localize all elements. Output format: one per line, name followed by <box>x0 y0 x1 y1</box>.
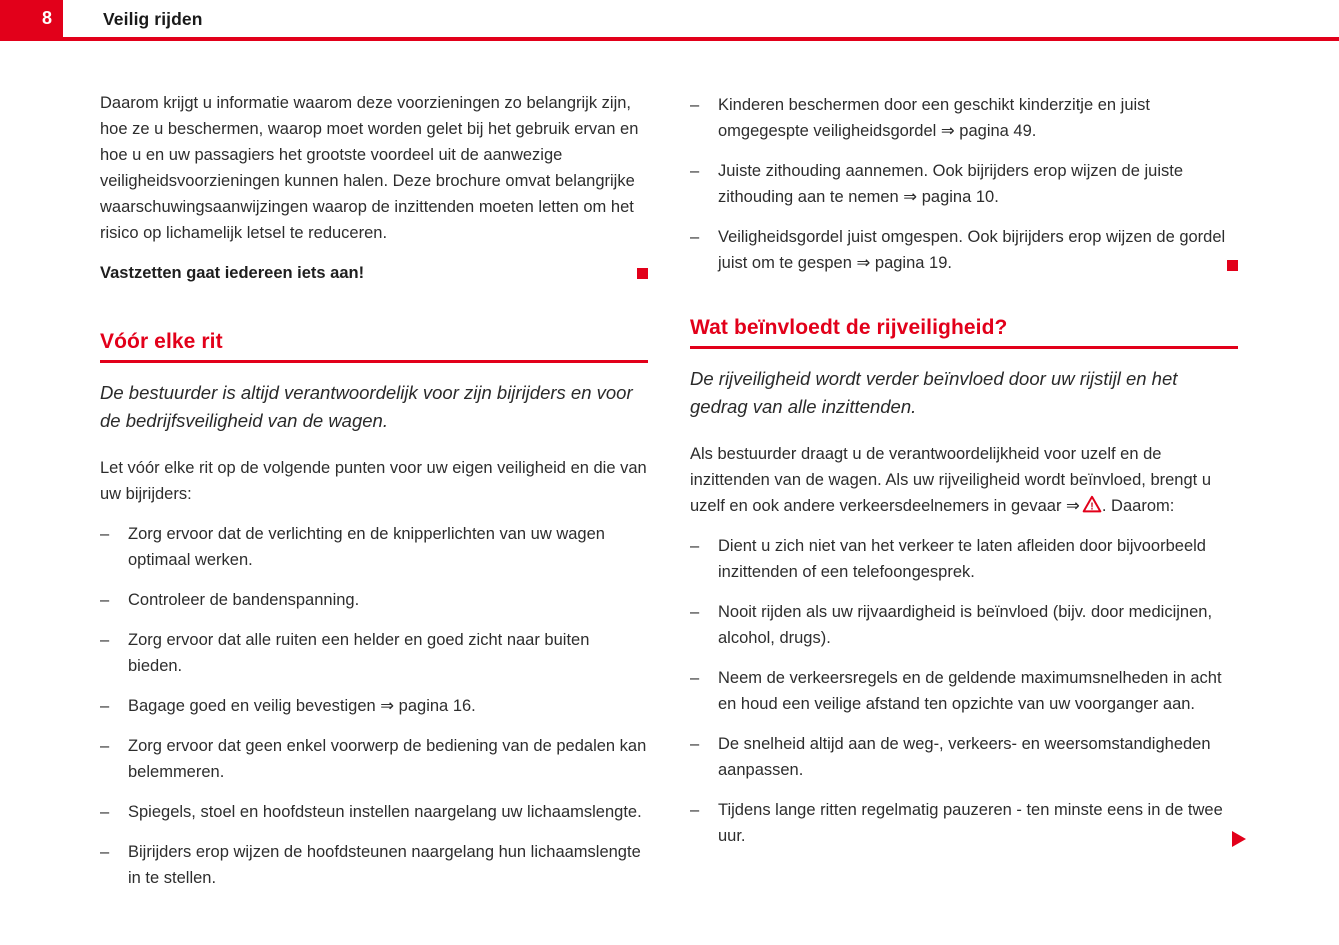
list-item-text: Juiste zithouding aannemen. Ook bijrijders erop wijzen de juiste zithouding aan te nemen ⇒ pagina 10. <box>718 162 1184 206</box>
list-item-text: Bagage goed en veilig bevestigen ⇒ pagina 16. <box>128 697 476 715</box>
dash-marker: – <box>690 228 700 246</box>
list-item-text: Neem de verkeersregels en de geldende maximumsnelheden in acht en houd een veilige afstand ten opzichte van uw voorganger aan. <box>718 669 1222 713</box>
list-item-text: Zorg ervoor dat geen enkel voorwerp de bediening van de pedalen kan belemmeren. <box>128 737 647 781</box>
list-item-text: Dient u zich niet van het verkeer te laten afleiden door bijvoorbeeld inzittenden of een telefoongesprek. <box>718 537 1206 581</box>
dash-marker: – <box>690 735 700 753</box>
dash-marker: – <box>690 96 700 114</box>
list-item <box>690 224 1238 276</box>
dash-marker: – <box>690 603 700 621</box>
section-before-every-trip <box>100 330 648 891</box>
list-item <box>690 797 1238 849</box>
section-end-marker <box>1227 260 1238 271</box>
list-intro-paragraph: Let vóór elke rit op de volgende punten voor uw eigen veiligheid en die van uw bijrijders: <box>100 459 647 503</box>
list-item <box>690 92 1238 144</box>
intro-paragraph: Daarom krijgt u informatie waarom deze voorzieningen zo belangrijk zijn, hoe ze u beschermen, waarop moet worden gelet bij het gebruik ervan en hoe u en uw passagiers het grootste voordeel uit de aanwezige veiligheidsvoorzieningen kunnen halen. Deze brochure omvat belangrijke waarschuwingsaanwijzingen waarop de inzittenden moeten letten om het risico op lichamelijk letsel te reduceren. <box>100 94 639 242</box>
dash-marker: – <box>100 737 110 755</box>
list-item-text: Spiegels, stoel en hoofdsteun instellen naargelang uw lichaamslengte. <box>128 803 642 821</box>
dash-marker: – <box>100 697 110 715</box>
heading-rule <box>100 360 648 363</box>
page-continuation-arrow-icon <box>1232 831 1246 847</box>
checklist <box>100 521 648 891</box>
list-item-text: De snelheid altijd aan de weg-, verkeers- en weersomstandigheden aanpassen. <box>718 735 1211 779</box>
list-item <box>690 665 1238 717</box>
list-item <box>100 799 648 825</box>
lead-paragraph: De bestuurder is altijd verantwoordelijk voor zijn bijrijders en voor de bedrijfsveiligheid van de wagen. <box>100 382 633 431</box>
list-item-text: Bijrijders erop wijzen de hoofdsteunen naargelang hun lichaamslengte in te stellen. <box>128 843 641 887</box>
list-item-text: Veiligheidsgordel juist omgespen. Ook bijrijders erop wijzen de gordel juist om te gespen ⇒ pagina 19. <box>718 228 1226 272</box>
list-item-text: Nooit rijden als uw rijvaardigheid is beïnvloed (bijv. door medicijnen, alcohol, drugs). <box>718 603 1213 647</box>
list-item-text: Controleer de bandenspanning. <box>128 591 360 609</box>
svg-text:!: ! <box>1090 501 1094 513</box>
list-item <box>100 733 648 785</box>
safety-rules-list <box>690 533 1238 849</box>
body-paragraph-with-warning <box>690 441 1238 519</box>
dash-marker: – <box>100 525 110 543</box>
page-number: 8 <box>41 8 52 28</box>
list-item <box>100 839 648 891</box>
dash-marker: – <box>100 803 110 821</box>
paragraph-text: . Daarom: <box>1101 497 1175 515</box>
paragraph-text: Als bestuurder draagt u de verantwoordelijkheid voor uzelf en de inzittenden van de wagen. Als uw rijveiligheid wordt beïnvloed, brengt u uzelf en ook andere verkeersdeelnemers in gevaar ⇒ <box>690 445 1211 515</box>
section-heading: Vóór elke rit <box>100 330 223 353</box>
lead-paragraph: De rijveiligheid wordt verder beïnvloed door uw rijstijl en het gedrag van alle inzittenden. <box>690 368 1178 417</box>
list-item <box>690 158 1238 210</box>
dash-marker: – <box>100 843 110 861</box>
bold-note-text: Vastzetten gaat iedereen iets aan! <box>100 264 365 282</box>
heading-rule <box>690 346 1238 349</box>
header-rule <box>0 37 1339 41</box>
left-column <box>100 90 648 905</box>
chapter-number-tab <box>0 0 63 37</box>
chapter-title: Veilig rijden <box>103 9 203 29</box>
section-end-marker <box>637 268 648 279</box>
warning-triangle-icon <box>1082 495 1102 513</box>
bold-note-line <box>100 260 648 286</box>
list-item <box>100 587 648 613</box>
list-item <box>100 627 648 679</box>
list-item <box>100 693 648 719</box>
dash-marker: – <box>690 537 700 555</box>
list-item-text: Tijdens lange ritten regelmatig pauzeren - ten minste eens in de twee uur. <box>718 801 1223 845</box>
section-heading: Wat beïnvloedt de rijveiligheid? <box>690 316 1008 339</box>
dash-marker: – <box>100 591 110 609</box>
right-column <box>690 90 1238 863</box>
list-item-text: Kinderen beschermen door een geschikt kinderzitje en juist omgegespte veiligheidsgordel ⇒ pagina 49. <box>718 96 1150 140</box>
dash-marker: – <box>690 162 700 180</box>
dash-marker: – <box>690 801 700 819</box>
dash-marker: – <box>100 631 110 649</box>
list-item <box>690 731 1238 783</box>
dash-marker: – <box>690 669 700 687</box>
list-item <box>100 521 648 573</box>
section-driving-safety <box>690 316 1238 849</box>
list-item-text: Zorg ervoor dat alle ruiten een helder en goed zicht naar buiten bieden. <box>128 631 590 675</box>
list-item <box>690 599 1238 651</box>
checklist-continued <box>690 92 1238 276</box>
list-item-text: Zorg ervoor dat de verlichting en de knipperlichten van uw wagen optimaal werken. <box>128 525 605 569</box>
list-item <box>690 533 1238 585</box>
